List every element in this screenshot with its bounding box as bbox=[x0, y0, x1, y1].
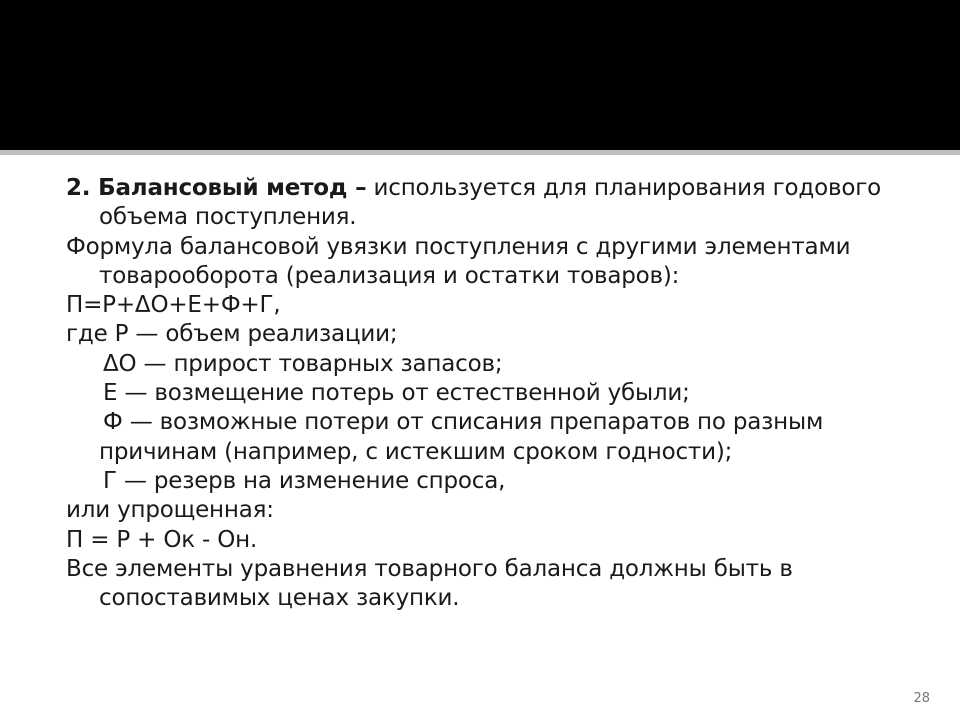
method-description: используется для планирования годового объема поступления. bbox=[99, 175, 881, 231]
closing-paragraph: Все элементы уравнения товарного баланса должны быть в сопоставимых ценах закупки. bbox=[66, 555, 793, 612]
slide-body bbox=[66, 174, 916, 613]
formula-simplified: П = Р + Ок - Он. bbox=[66, 526, 258, 553]
definition-p: где Р — объем реализации; bbox=[66, 321, 398, 348]
method-heading-paragraph bbox=[66, 174, 916, 233]
definition-f: Ф — возможные потери от списания препаратов по разным причинам (например, с истекшим сроком годности); bbox=[99, 409, 824, 465]
method-title: 2. Балансовый метод – bbox=[66, 175, 367, 201]
title-band bbox=[0, 0, 960, 150]
formula-intro: Формула балансовой увязки поступления с другими элементами товарооборота (реализация и остатки товаров): bbox=[66, 233, 851, 289]
definition-delta-o: ΔО — прирост товарных запасов; bbox=[103, 350, 503, 377]
definition-g: Г — резерв на изменение спроса, bbox=[103, 467, 506, 494]
definition-e: Е — возмещение потерь от естественной убыли; bbox=[103, 380, 690, 407]
simplified-intro: или упрощенная: bbox=[66, 497, 274, 524]
formula-full: П=Р+ΔО+Е+Ф+Г, bbox=[66, 292, 281, 319]
page-number: 28 bbox=[913, 691, 930, 706]
